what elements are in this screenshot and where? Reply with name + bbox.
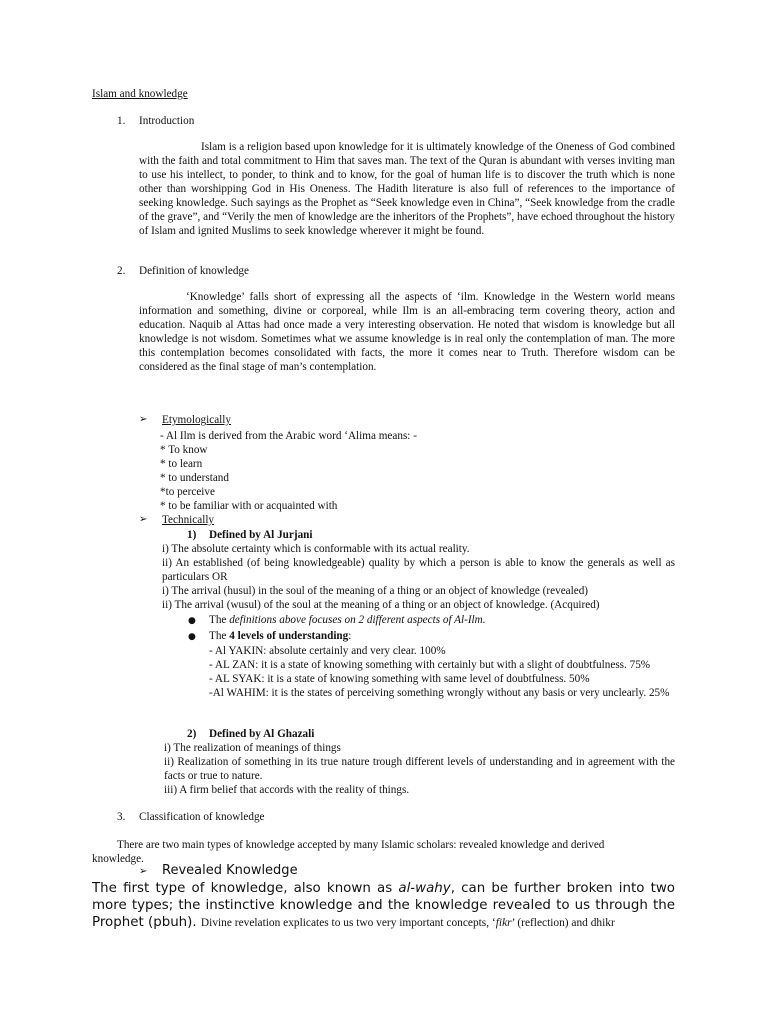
etymologically-label: Etymologically (162, 414, 231, 426)
arrow-bullet-icon: ➢ (139, 514, 148, 525)
revealed-knowledge-paragraph (92, 880, 675, 932)
para-serif: ’ (reflection) and dhikr (511, 917, 615, 929)
levels-tail: : (348, 630, 352, 642)
etymology-line: - Al Ilm is derived from the Arabic word ‘Alima means: - (160, 430, 417, 442)
jurjani-heading: Defined by Al Jurjani (209, 529, 313, 541)
bullet-dot-icon: ● (188, 632, 196, 642)
section-1-number: 1. (117, 115, 126, 127)
definition-line: i) The absolute certainty which is conformable with its actual reality. (162, 543, 470, 555)
definition-line: iii) A firm belief that accords with the reality of things. (164, 784, 410, 796)
etymology-line: *to perceive (160, 486, 215, 498)
section-3-number: 3. (117, 811, 126, 823)
section-1-paragraph: Islam is a religion based upon knowledge for it is ultimately knowledge of the Oneness of God combined with the faith and total commitment to Him that saves man. The text of the Quran is abundant with verses inviting man to use his intellect, to ponder, to think and to know, for the goal of human life is to discover the truth which is none other than worshipping God in His Oneness. The Hadith literature is also full of references to the importance of seeking knowledge. Such sayings as the Prophet as “Seek knowledge even in China”, “Seek knowledge from the cradle of the grave”, and “Verily the men of knowledge are the inheritors of the Prophets”, have echoed throughout the history of Islam and ignited Muslims to seek knowledge wherever it might be found. (139, 141, 675, 237)
definition-line: i) The realization of meanings of things (164, 742, 341, 754)
etymology-line: * to be familiar with or acquainted with (160, 500, 338, 512)
ghazali-number: 2) (187, 728, 197, 740)
levels-list (209, 644, 675, 700)
definition-line: ii) Realization of something in its true nature trough different levels of understanding and in agreement with the facts or true to nature. (164, 756, 675, 782)
arrow-bullet-icon: ➢ (139, 866, 148, 877)
arrow-bullet-icon: ➢ (139, 414, 148, 425)
revealed-knowledge-heading: Revealed Knowledge (162, 863, 298, 878)
levels-bold: 4 levels of understanding (229, 630, 349, 642)
ghazali-definitions (164, 741, 675, 797)
para-italic: al-wahy (398, 881, 451, 896)
level-item: -Al WAHIM: it is the states of perceiving something wrongly without any basis or very unclearly. 25% (209, 687, 670, 699)
para-fikr: fikr (495, 917, 512, 929)
level-item: - Al YAKIN: absolute certainly and very clear. 100% (209, 645, 446, 657)
section-2-heading: Definition of knowledge (139, 265, 249, 277)
jurjani-definitions (162, 542, 675, 612)
levels-lead: The (209, 630, 230, 642)
document-title: Islam and knowledge (92, 88, 188, 100)
level-item: - AL SYAK: it is a state of knowing something with same level of doubtfulness. 50% (209, 673, 590, 685)
definition-line: ii) An established (of being knowledgeable) quality by which a person is able to know the generals as well as particulars OR (162, 557, 675, 583)
levels-heading (209, 629, 351, 643)
bullet-dot-icon: ● (188, 616, 196, 626)
technically-label: Technically (162, 514, 215, 526)
section-2-paragraph: ‘Knowledge’ falls short of expressing all the aspects of ‘ilm. Knowledge in the Western world means information and something, divine or corporeal, while Ilm is an all-embracing term covering theory, action and education. Naquib al Attas had once made a very interesting observation. He noted that wisdom is knowledge but all knowledge is not wisdom. Sometimes what we assume knowledge is in real only the contemplation of man. The more this contemplation becomes consolidated with facts, the more it comes near to Truth. Therefore wisdom can be considered as the final stage of man’s contemplation. (139, 291, 675, 373)
note-lead: The (209, 614, 230, 626)
para-serif: Divine revelation explicates to us two very important concepts, ‘ (200, 917, 496, 929)
section-1-heading: Introduction (139, 115, 195, 127)
jurjani-number: 1) (187, 529, 197, 541)
level-item: - AL ZAN: it is a state of knowing something with certainly but with a slight of doubtfulness. 75% (209, 659, 651, 671)
ghazali-heading: Defined by Al Ghazali (209, 728, 315, 740)
para-text: The first type of knowledge, also known as (92, 881, 399, 896)
etymology-line: * to understand (160, 472, 229, 484)
note-italic: definitions above focuses on 2 different aspects of Al-Ilm. (229, 614, 486, 626)
etymology-line: * to learn (160, 458, 203, 470)
section-3-heading: Classification of knowledge (139, 811, 265, 823)
section-2-number: 2. (117, 265, 126, 277)
definition-line: ii) The arrival (wusul) of the soul at the meaning of a thing or an object of knowledge. (Acquired) (162, 599, 600, 611)
etymology-line: * To know (160, 444, 208, 456)
definitions-note (209, 613, 486, 627)
etymology-list (160, 429, 417, 513)
section-3-paragraph: There are two main types of knowledge accepted by many Islamic scholars: revealed knowledge and derived knowledge. (92, 839, 605, 865)
definition-line: i) The arrival (husul) in the soul of the meaning of a thing or an object of knowledge (revealed) (162, 585, 589, 597)
para-text: , can be further broken into two more types; the instinctive knowledge and the knowledge revealed to us through the Prophet (pbuh). (92, 881, 676, 930)
